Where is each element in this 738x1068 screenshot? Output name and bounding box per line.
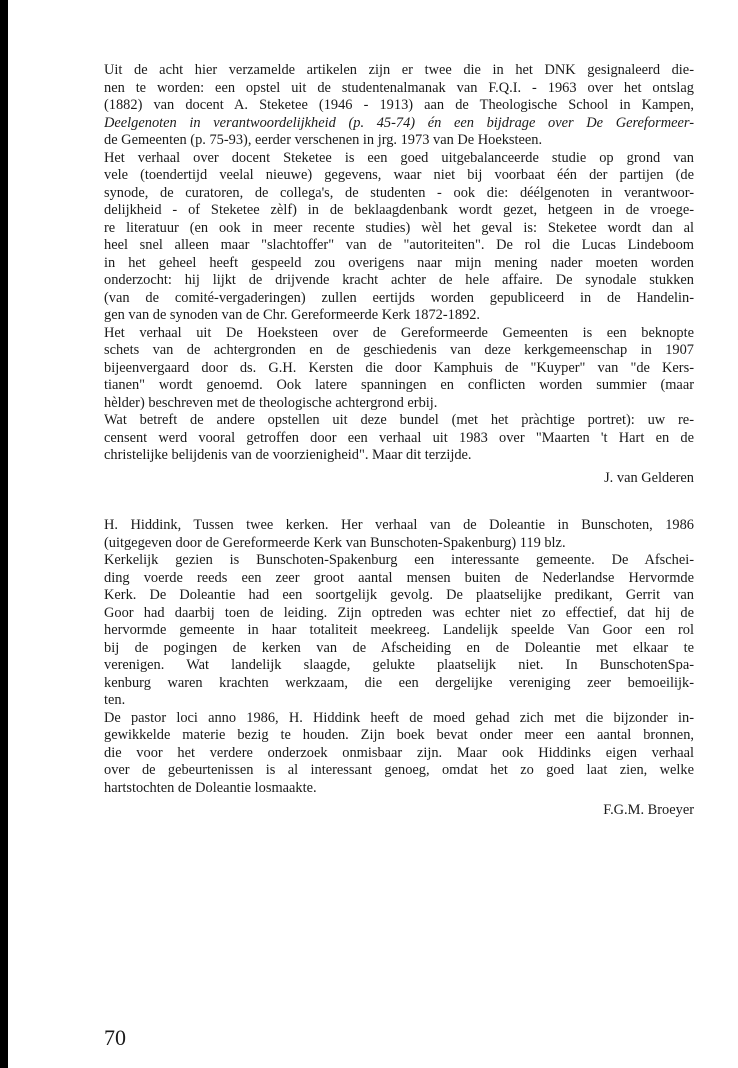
text-line: over de gebeurtenissen is al interessant genoeg, omdat het zo goed laat zien, welke bbox=[104, 762, 694, 778]
text-line: synode, de curatoren, de collega's, de studenten - ook die: déélgenoten in verantwoor- bbox=[104, 184, 694, 201]
review-gelderen bbox=[104, 62, 694, 487]
text-line: bijeenvergaard door ds. G.H. Kersten die door Kamphuis de "Kuyper" van "de Kers- bbox=[104, 359, 694, 376]
text-line: hèlder) beschreven met de theologische achtergrond erbij. bbox=[104, 394, 438, 411]
text-line: die voor het verdere onderzoek onmisbaar zijn. Maar ook Hiddinks eigen verhaal bbox=[104, 744, 694, 761]
text-column bbox=[104, 62, 694, 820]
text-line: hartstochten de Doleantie losmaakte. bbox=[104, 779, 317, 796]
text-line: schets van de achtergronden en de geschiedenis van deze kerkgemeenschap in 1907 bbox=[104, 342, 694, 358]
text-line: ding voerde reeds een zeer groot aantal mensen buiten de Nederlandse Hervormde bbox=[104, 569, 694, 586]
text-line: (van de comité-vergaderingen) zullen eertijds worden gepubliceerd in de Handelin- bbox=[104, 289, 694, 306]
text-line: hervormde gemeente in haar totaliteit meekreeg. Landelijk speelde Van Goor een rol bbox=[104, 622, 694, 638]
scan-edge bbox=[0, 0, 8, 1068]
text-line: Wat betreft de andere opstellen uit deze bundel (met het pràchtige portret): uw re- bbox=[104, 412, 694, 428]
text-line: delijkheid - of Steketee zèlf) in de beklaagdenbank wordt gezet, hetgeen in de vroege- bbox=[104, 202, 694, 218]
text-line: Het verhaal over docent Steketee is een goed uitgebalanceerde studie op grond van bbox=[104, 149, 694, 166]
text-line: (1882) van docent A. Steketee (1946 - 1913) aan de Theologische School in Kampen, bbox=[104, 97, 694, 113]
text-line: vele (toendertijd veelal nieuwe) gegevens, waar niet bij voorbaat één der partijen (de bbox=[104, 167, 694, 183]
text-line: Uit de acht hier verzamelde artikelen zijn er twee die in het DNK gesignaleerd die- bbox=[104, 62, 694, 78]
text-line: heel snel alleen maar "slachtoffer" van de "autoriteiten". De rol die Lucas Lindeboom bbox=[104, 237, 694, 253]
text-line: onderzocht: hij lijkt de drijvende kracht achter de hele affaire. De synodale stukken bbox=[104, 272, 694, 288]
text-line: (uitgegeven door de Gereformeerde Kerk van Bunschoten-Spakenburg) 119 blz. bbox=[104, 534, 566, 551]
text-line: gewikkelde materie bezig te houden. Zijn boek bevat onder meer een aantal bronnen, bbox=[104, 727, 694, 743]
text-line: censent werd vooral getroffen door een verhaal uit 1983 over "Maarten 't Hart en de bbox=[104, 429, 694, 446]
review-signature: J. van Gelderen bbox=[604, 469, 694, 486]
text-line: verenigen. Wat landelijk slaagde, gelukte plaatselijk niet. In BunschotenSpa- bbox=[104, 657, 694, 673]
text-line: H. Hiddink, Tussen twee kerken. Her verhaal van de Doleantie in Bunschoten, 1986 bbox=[104, 517, 694, 533]
review-signature: F.G.M. Broeyer bbox=[603, 802, 694, 818]
review-broeyer bbox=[104, 517, 694, 820]
text-line: christelijke belijdenis van de voorzienigheid". Maar dit terzijde. bbox=[104, 447, 472, 463]
page-number: 70 bbox=[104, 1025, 126, 1050]
text-line: De pastor loci anno 1986, H. Hiddink heeft de moed gehad zich met die bijzonder in- bbox=[104, 709, 694, 726]
text-line: in het geheel heeft gespeeld zou overigens naar mijn mening nader moeten worden bbox=[104, 254, 694, 271]
text-line: re literatuur (en ook in meer recente studies) wèl het geval is: Steketee wordt dan al bbox=[104, 219, 694, 236]
text-line: Het verhaal uit De Hoeksteen over de Gereformeerde Gemeenten is een beknopte bbox=[104, 324, 694, 341]
text-line: de Gemeenten (p. 75-93), eerder verschenen in jrg. 1973 van De Hoeksteen. bbox=[104, 132, 543, 148]
text-line: tianen" wordt genoemd. Ook latere spanningen en conflicten worden summier (maar bbox=[104, 377, 694, 393]
text-line: nen te worden: een opstel uit de studentenalmanak van F.Q.I. - 1963 over het ontslag bbox=[104, 79, 694, 96]
text-line: Kerkelijk gezien is Bunschoten-Spakenburg een interessante gemeente. De Afschei- bbox=[104, 552, 694, 568]
text-line: Goor had daarbij toen de leiding. Zijn optreden was echter niet zo effectief, dat hij de bbox=[104, 604, 694, 621]
text-line: bij de pogingen de kerken van de Afscheiding en de Doleantie met elkaar te bbox=[104, 639, 694, 656]
text-line: Kerk. De Doleantie had een soortgelijk gevolg. De plaatselijke predikant, Gerrit van bbox=[104, 587, 694, 603]
text-line: gen van de synoden van de Chr. Gereformeerde Kerk 1872-1892. bbox=[104, 307, 481, 323]
text-line: Deelgenoten in verantwoordelijkheid (p. 45-74) én een bijdrage over De Gereformeer- bbox=[104, 114, 694, 131]
text-line: kenburg waren krachten werkzaam, die een dergelijke vereniging zeer bemoeilijk- bbox=[104, 674, 694, 691]
text-line: ten. bbox=[104, 692, 126, 708]
section-gap bbox=[104, 487, 694, 517]
